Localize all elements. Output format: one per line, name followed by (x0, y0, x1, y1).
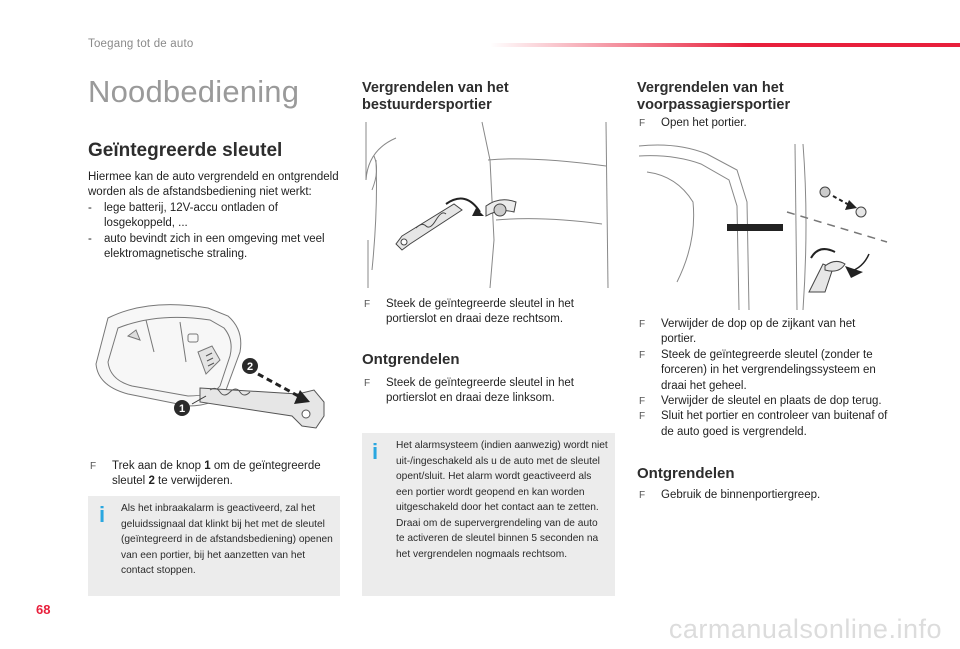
list-item (88, 459, 340, 490)
col2-unlock-step: Steek de geïntegreerde sleutel in het portierslot en draai deze linksom. (386, 377, 574, 405)
info-icon: i (372, 439, 379, 464)
col2-unlock-list (362, 376, 600, 407)
col2-step: Steek de geïntegreerde sleutel in het portierslot en draai deze rechtsom. (386, 298, 574, 326)
bullet-icon: F (364, 378, 371, 389)
col3-step: Verwijder de dop op de zijkant van het portier. (661, 318, 856, 346)
col2-info-text: Het alarmsysteem (indien aanwezig) wordt niet uit-/ingeschakeld als u de auto met de sleutel opent/sluit. Het alarm wordt geactiveerd als een portier wordt geopend en kan worden uitgeschakeld door het contact aan te zetten. Draai om de supervergrendeling van de auto te activeren de sleutel binnen 5 seconden na het vergrendelen nogmaals rechtsom. (396, 440, 608, 560)
list-item (637, 409, 892, 440)
list-item (362, 297, 600, 328)
col2-step-list (362, 297, 600, 328)
col1-heading: Geïntegreerde sleutel (88, 140, 283, 161)
step-text-mid: om de geïntegreerde sleutel (112, 460, 321, 488)
bullet-icon: F (639, 396, 646, 408)
col1-dash-list (88, 201, 343, 263)
bullet-icon: F (364, 299, 371, 310)
list-item (637, 116, 887, 131)
bullet-icon: F (639, 319, 646, 330)
step-text-before: Trek aan de knop (112, 460, 205, 472)
col3-open-list (637, 116, 887, 131)
bullet-icon: F (90, 461, 97, 472)
list-item (637, 488, 892, 503)
step-text-after: te verwijderen. (154, 475, 233, 488)
info-icon: i (99, 502, 106, 527)
key-fob-illustration (88, 290, 343, 440)
col3-step: Verwijder de sleutel en plaats de dop terug. (661, 395, 882, 408)
col3-unlock-step: Gebruik de binnenportiergreep. (661, 489, 821, 501)
bullet-icon: F (639, 118, 646, 129)
watermark: carmanualsonline.info (668, 614, 942, 644)
header-accent-bar (490, 43, 960, 47)
step-callout-2: 2 (148, 475, 155, 488)
col3-heading: Vergrendelen van het voorpassagiersportier (637, 80, 791, 113)
callout-2-label: 2 (246, 361, 254, 373)
step-callout-1: 1 (204, 460, 211, 472)
page-number: 68 (36, 602, 51, 617)
passenger-door-illustration (637, 142, 889, 312)
list-item (637, 317, 892, 348)
col1-info-box (88, 496, 340, 596)
col3-unlock-list (637, 488, 892, 503)
list-item (637, 394, 892, 409)
bullet-icon: F (639, 490, 646, 501)
dash-item: - lege batterij, 12V-accu ontladen of losgekoppeld, ... (88, 201, 343, 232)
list-item (362, 376, 600, 407)
dash-item: - auto bevindt zich in een omgeving met veel elektromagnetische straling. (88, 232, 343, 263)
page-title: Noodbediening (88, 74, 300, 109)
door-lock-slot (727, 224, 783, 231)
list-item (637, 348, 892, 394)
col3-step: Steek de geïntegreerde sleutel (zonder te forceren) in het vergrendelingssysteem en draai het geheel. (661, 348, 876, 392)
col2-info-box (362, 433, 615, 596)
col1-info-text: Als het inbraakalarm is geactiveerd, zal het geluidssignaal dat klinkt bij het met de sleutel (geïntegreerd in de afstandsbediening) openen van een portier, bij het aanzetten van het contact stoppen. (121, 503, 333, 576)
col3-step-open: Open het portier. (661, 117, 747, 129)
section-label: Toegang tot de auto (88, 38, 194, 50)
callout-1-label: 1 (178, 403, 186, 415)
col2-heading: Vergrendelen van het bestuurdersportier (362, 80, 509, 113)
driver-door-illustration (362, 120, 614, 290)
col2-unlock-heading: Ontgrendelen (362, 351, 460, 368)
bullet-icon: F (639, 411, 646, 423)
col1-intro: Hiermee kan de auto vergrendeld en ontgrendeld worden als de afstandsbediening niet werkt: (88, 171, 339, 199)
col1-intro-block (88, 170, 343, 262)
col1-step-list (88, 459, 340, 490)
col3-step-list (637, 317, 892, 440)
col3-step: Sluit het portier en controleer van buitenaf of de auto goed is vergrendeld. (661, 410, 888, 438)
col3-unlock-heading: Ontgrendelen (637, 465, 735, 482)
bullet-icon: F (639, 349, 646, 361)
